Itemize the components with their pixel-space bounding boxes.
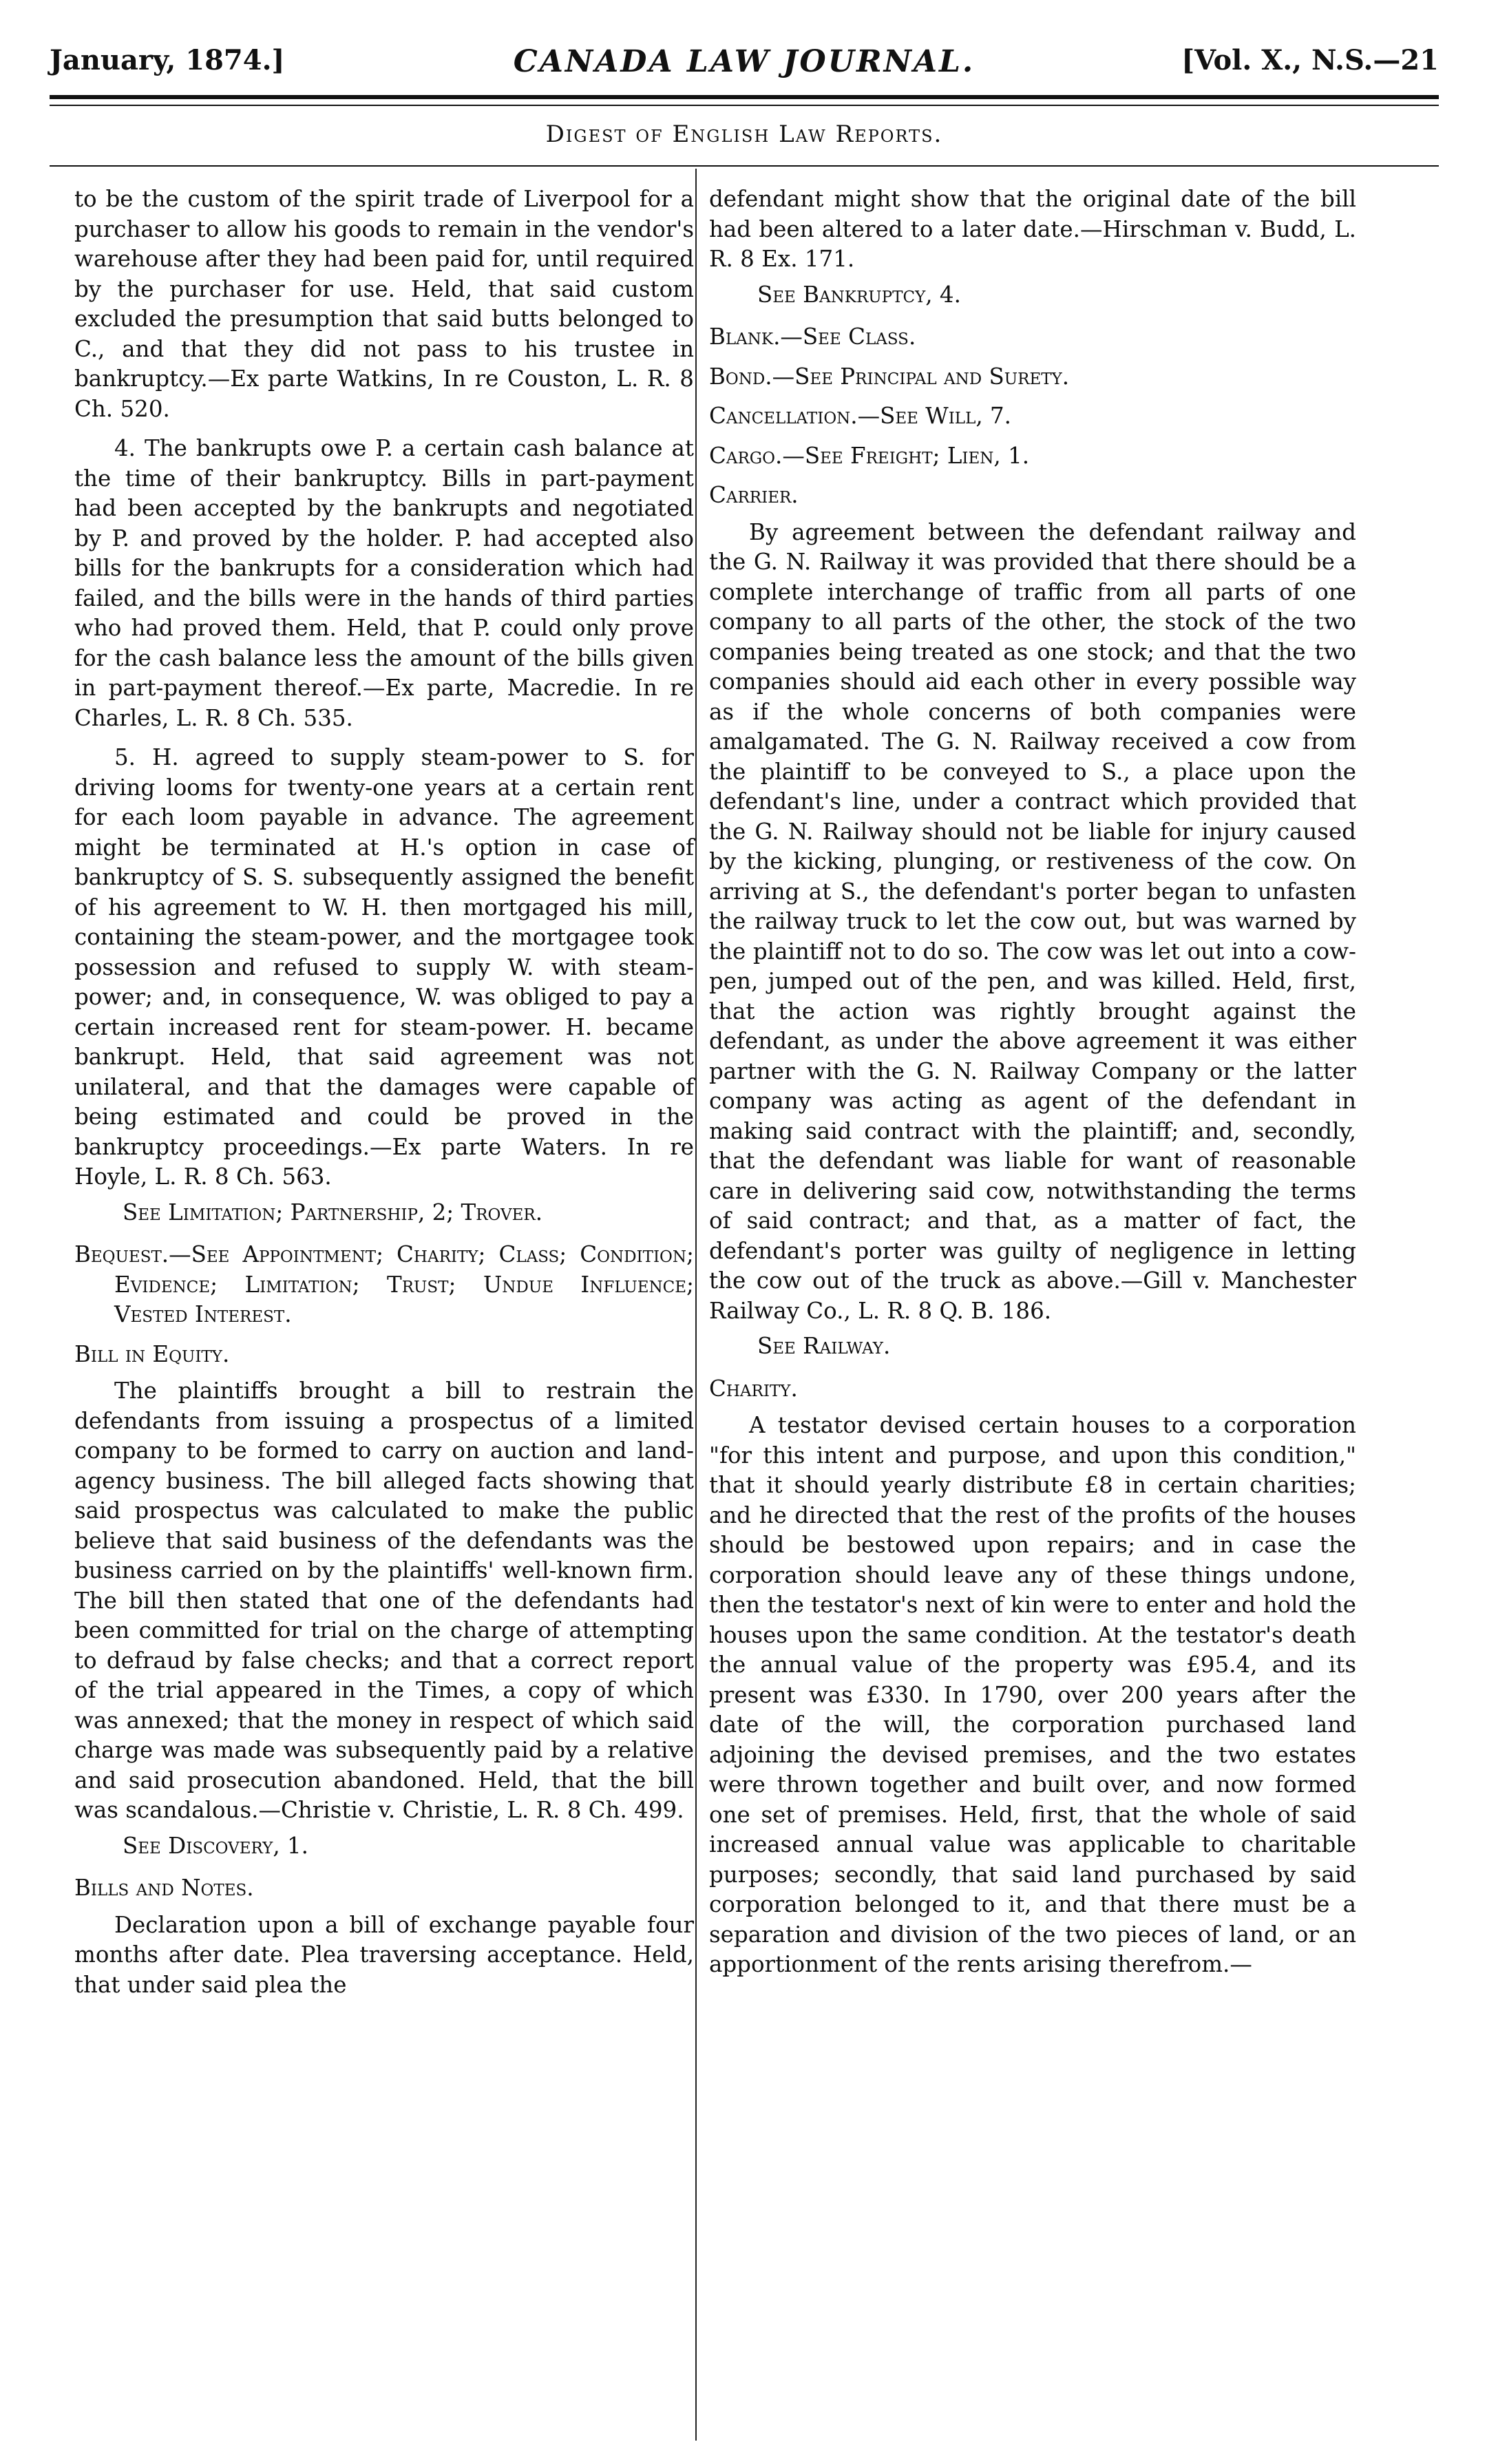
section-title: Digest of English Law Reports.	[545, 120, 943, 148]
header-date: January, 1874.]	[50, 44, 285, 76]
cross-reference-cargo: Cargo.—See Freight; Lien, 1.	[709, 442, 1030, 469]
see-reference: See Discovery, 1.	[123, 1832, 308, 1859]
header-rule-thin	[50, 105, 1439, 106]
see-reference: See Limitation; Partnership, 2; Trover.	[123, 1199, 543, 1225]
right-column	[709, 185, 1356, 1980]
running-head	[50, 40, 1439, 88]
section-rule	[50, 165, 1439, 167]
entry-heading: Bill in Equity.	[74, 1340, 230, 1367]
paragraph: defendant might show that the original date of the bill had been altered to a later date.—Hirschman v. Budd, L. R. 8 Ex. 171.	[709, 186, 1356, 272]
header-rule-thick	[50, 95, 1439, 99]
paragraph: 4. The bankrupts owe P. a certain cash balance at the time of their bankruptcy. Bills in part-payment had been accepted by the bankrupts and negotiated by P. and proved by the holder. P. had accepted also bills for the bankrupts for a consideration which had failed, and the bills were in the hands of third parties who had proved them. Held, that P. could only prove for the cash balance less the amount of the bills given in part-payment thereof.—Ex parte, Macredie. In re Charles, L. R. 8 Ch. 535.	[74, 435, 694, 731]
column-divider	[695, 169, 697, 2441]
cross-reference-blank: Blank.—See Class.	[709, 324, 916, 350]
paragraph: to be the custom of the spirit trade of Liverpool for a purchaser to allow his goods to remain in the vendor's warehouse after they had been paid for, until required by the purchaser for use. Held, that said custom excluded the presumption that said butts belonged to C., and that they did not pass to his trustee in bankruptcy.—Ex parte Watkins, In re Couston, L. R. 8 Ch. 520.	[74, 186, 694, 422]
paragraph: A testator devised certain houses to a corporation "for this intent and purpose, and upon this condition," that it should yearly distribute £8 in certain charities; and he directed that the rest of the profits of the houses should be bestowed upon repairs; and in case the corporation should leave any of these things undone, then the testator's next of kin were to enter and hold the houses upon the same condition. At the testator's death the annual value of the property was £95.4, and its present was £330. In 1790, over 200 years after the date of the will, the corporation purchased land adjoining the devised premises, and the two estates were thrown together and built over, and now formed one set of premises. Held, first, that the whole of said increased annual value was applicable to charitable purposes; secondly, that said land purchased by said corporation belonged to it, and that there must be a separation and division of the two pieces of land, or an apportionment of the rents arising therefrom.—	[709, 1412, 1356, 1977]
cross-reference-cancellation: Cancellation.—See Will, 7.	[709, 403, 1012, 429]
cross-reference-bond: Bond.—See Principal and Surety.	[709, 363, 1070, 390]
see-reference: See Railway.	[757, 1333, 891, 1359]
entry-heading: Charity.	[709, 1375, 798, 1402]
paragraph: By agreement between the defendant railway and the G. N. Railway it was provided that there should be a complete interchange of traffic from all parts of one company to all parts of the other, the stock of the two companies being treated as one stock; and that the two companies should aid each other in every possible way as if the whole concerns of both companies were amalgamated. The G. N. Railway received a cow from the plaintiff to be conveyed to S., a place upon the defendant's line, under a contract which provided that the G. N. Railway should not be liable for injury caused by the kicking, plunging, or restiveness of the cow. On arriving at S., the defendant's porter began to unfasten the railway truck to let the cow out, but was warned by the plaintiff not to do so. The cow was let out into a cow-pen, jumped out of the pen, and was killed. Held, first, that the action was rightly brought against the defendant, as under the above agreement it was either partner with the G. N. Railway Company or the latter company was acting as agent of the defendant in making said contract with the plaintiff; and, secondly, that the defendant was liable for want of reasonable care in delivering said cow, notwithstanding the terms of said contract; and that, as a matter of fact, the defendant's porter was guilty of negligence in letting the cow out of the truck as above.—Gill v. Manchester Railway Co., L. R. 8 Q. B. 186.	[709, 518, 1356, 1324]
paragraph: 5. H. agreed to supply steam-power to S. for driving looms for twenty-one years at a certain rent for each loom payable in advance. The agreement might be terminated at H.'s option in case of bankruptcy of S. S. subsequently assigned the benefit of his agreement to W. H. then mortgaged his mill, containing the steam-power, and the mortgagee took possession and refused to supply W. with steam-power; and, in consequence, W. was obliged to pay a certain increased rent for steam-power. H. became bankrupt. Held, that said agreement was not unilateral, and that the damages were capable of being estimated and could be proved in the bankruptcy proceedings.—Ex parte Waters. In re Hoyle, L. R. 8 Ch. 563.	[74, 744, 694, 1190]
see-reference: See Bankruptcy, 4.	[757, 281, 961, 308]
header-volume: [Vol. X., N.S.—21	[1181, 44, 1439, 76]
paragraph: Declaration upon a bill of exchange payable four months after date. Plea traversing acceptance. Held, that under said plea the	[74, 1911, 694, 1998]
journal-title: CANADA LAW JOURNAL.	[513, 44, 975, 79]
paragraph: The plaintiffs brought a bill to restrain the defendants from issuing a prospectus of a limited company to be formed to carry on auction and land-agency business. The bill alleged facts showing that said prospectus was calculated to make the public believe that said business of the defendants was the business carried on by the plaintiffs' well-known firm. The bill then stated that one of the defendants had been committed for trial on the charge of attempting to defraud by false checks; and that a correct report of the trial appeared in the Times, a copy of which was annexed; that the money in respect of which said charge was made was subsequently paid by a relative and said prosecution abandoned. Held, that the bill was scandalous.—Christie v. Christie, L. R. 8 Ch. 499.	[74, 1378, 694, 1823]
entry-heading: Bills and Notes.	[74, 1875, 254, 1901]
left-column	[74, 185, 694, 2000]
entry-heading: Carrier.	[709, 482, 799, 508]
cross-reference-bequest: Bequest.—See Appointment; Charity; Class; Condition; Evidence; Limitation; Trust; Undue Influence; Vested Interest.	[74, 1241, 694, 1327]
